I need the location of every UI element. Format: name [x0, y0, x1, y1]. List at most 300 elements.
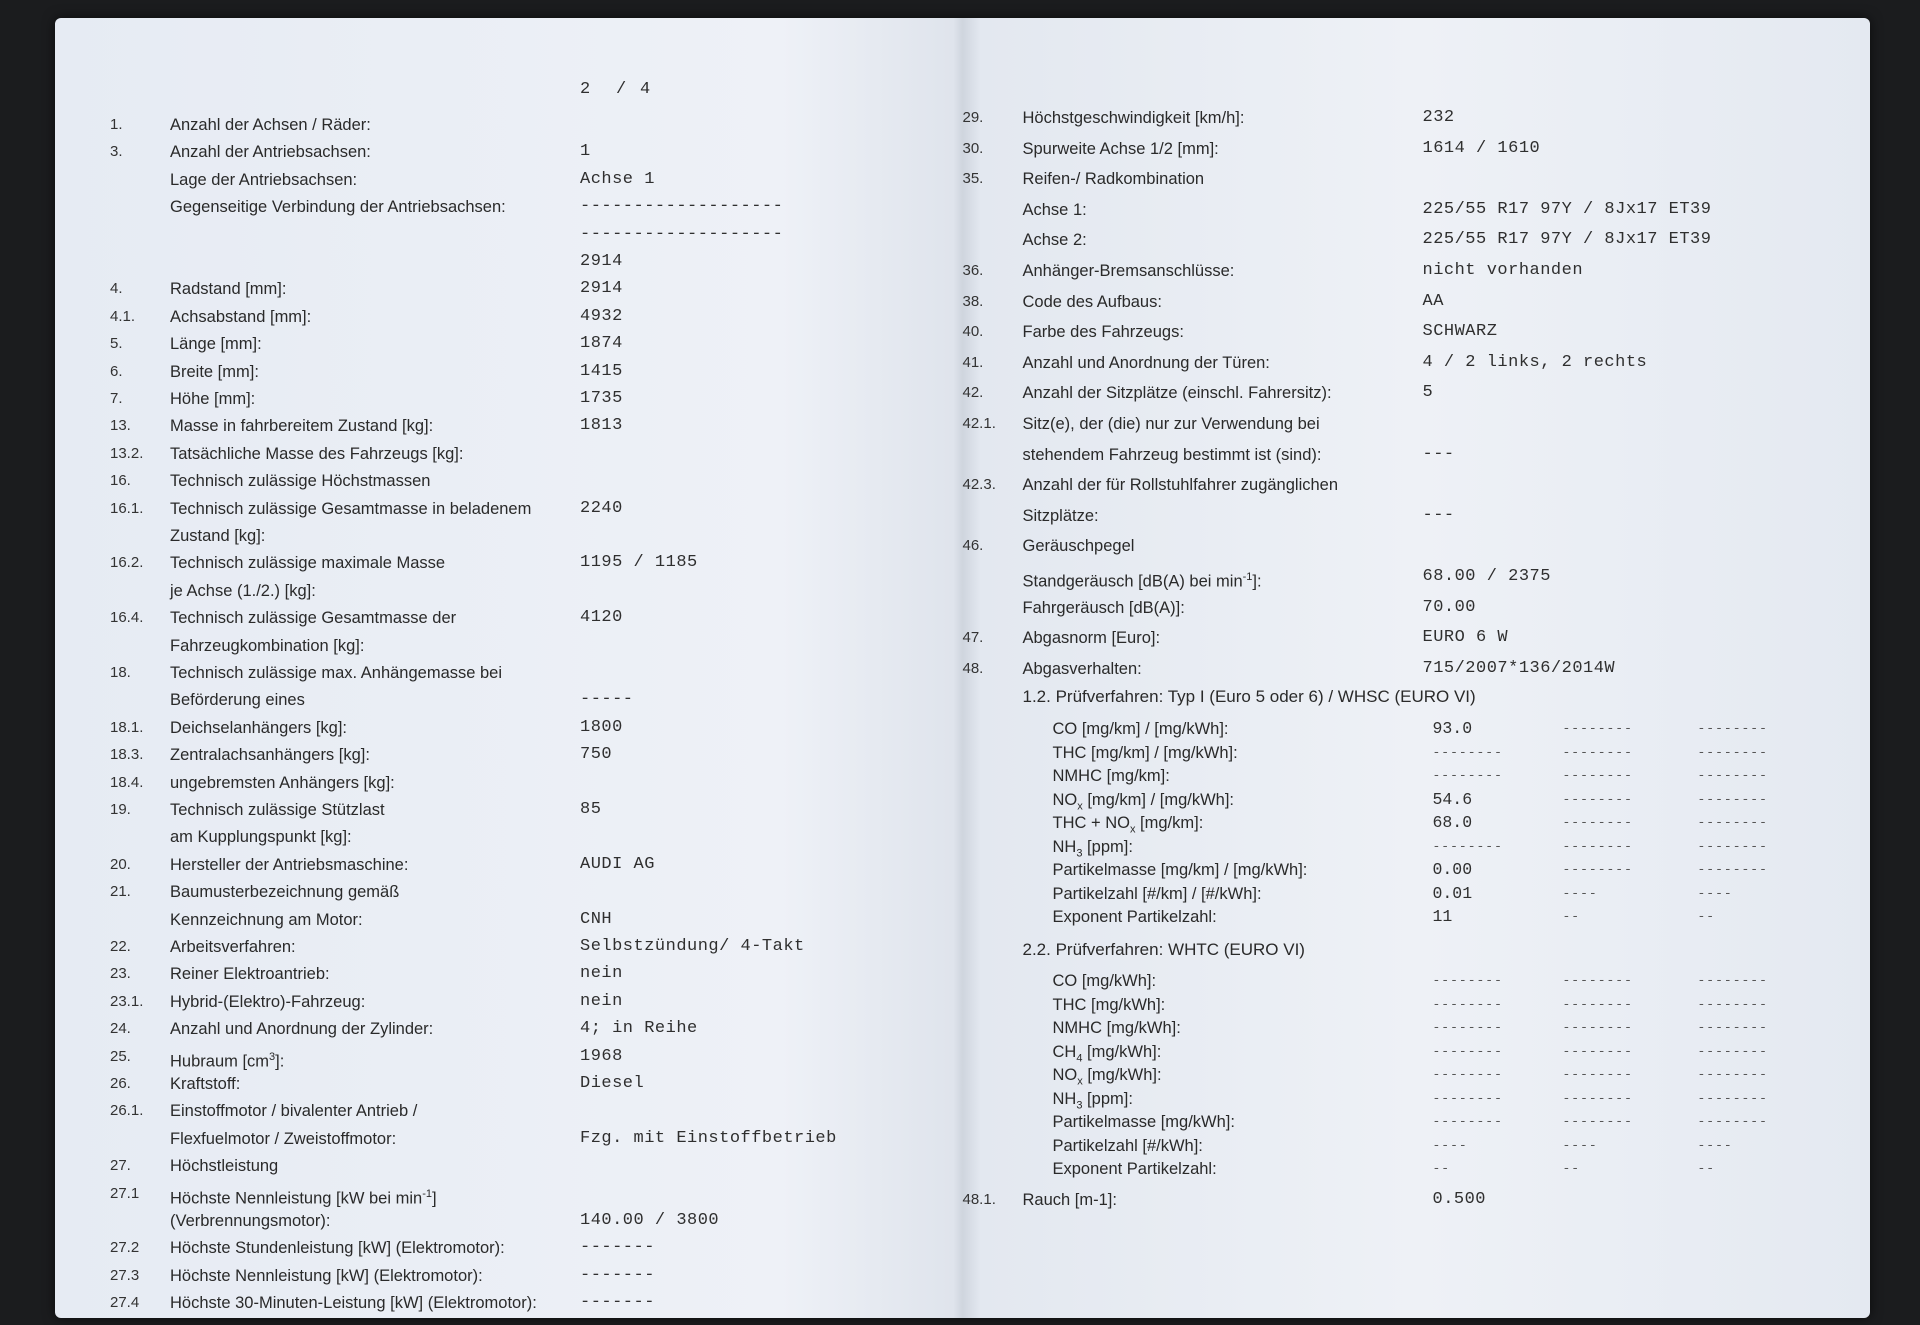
right-item-row — [963, 320, 1843, 344]
emission-value-v1: 68.0 — [1432, 813, 1473, 832]
emission-value-v3: ---- — [1697, 885, 1733, 901]
item-value: --- — [1422, 505, 1455, 525]
label-end: [mg/kWh]: — [1082, 1042, 1162, 1061]
item-value: 750 — [580, 745, 613, 765]
label-text: ungebremsten Anhängers [kg]: — [170, 773, 395, 792]
item-number: 19. — [110, 801, 131, 818]
smoke-label: Rauch [m-1]: — [1022, 1191, 1117, 1209]
item-label — [170, 798, 385, 822]
right-item-row — [963, 534, 1843, 558]
item-number: 6. — [110, 362, 123, 380]
item-number: 27. — [110, 1157, 131, 1175]
left-item-row — [110, 332, 960, 356]
item-number: 48. — [962, 659, 984, 677]
label-text: Anhänger-Bremsanschlüsse: — [1022, 262, 1235, 280]
label-text: Technisch zulässige Gesamtmasse der — [170, 609, 457, 628]
item-label — [170, 688, 305, 712]
label-text: NMHC [mg/kWh]: — [1052, 1019, 1181, 1037]
label-text: Höchstleistung — [170, 1157, 279, 1176]
item-number: 18.4. — [110, 773, 144, 791]
emission-value-v1: -------- — [1432, 1043, 1503, 1059]
item-number: 16.4. — [110, 609, 144, 627]
item-label — [170, 908, 363, 932]
right-item-row — [963, 504, 1843, 528]
right-item-row — [963, 473, 1843, 497]
emission-row — [1053, 836, 1843, 858]
item-label — [170, 360, 259, 384]
section-1-2-title: 1.2. Prüfverfahren: Typ I (Euro 5 oder 6) / WHSC (EURO VI) — [1022, 687, 1476, 706]
emission-value-v3: -------- — [1697, 996, 1768, 1012]
item-label — [170, 1182, 437, 1211]
item-value: Selbstzündung/ 4-Takt — [580, 937, 805, 956]
item-value: ------- — [580, 1238, 655, 1258]
label-text: Technisch zulässige maximale Masse — [170, 554, 446, 573]
item-value: ----- — [580, 690, 634, 710]
label-text: Radstand [mm]: — [170, 280, 287, 299]
emission-row — [1053, 1111, 1843, 1133]
item-number: 27.1 — [110, 1184, 140, 1202]
item-number: 40. — [962, 323, 984, 341]
item-label — [170, 277, 286, 301]
label-subscript: 3 — [1076, 846, 1083, 859]
label-text: Zentralachsanhängers [kg]: — [170, 746, 370, 765]
item-label — [170, 1154, 278, 1178]
item-value: 70.00 — [1422, 597, 1477, 617]
emission-value-v1: -------- — [1432, 744, 1503, 760]
left-item-row — [110, 497, 960, 521]
emission-row — [1053, 994, 1843, 1016]
item-number: 16.2. — [110, 554, 144, 572]
item-label — [170, 1291, 537, 1315]
emission-value-v3: -------- — [1697, 862, 1768, 877]
emission-row — [1053, 742, 1843, 764]
left-item-row — [110, 113, 960, 137]
left-item-row — [110, 880, 960, 904]
emission-value-v2: -------- — [1562, 791, 1633, 807]
label-end: [ppm]: — [1082, 1089, 1133, 1108]
right-item-row — [963, 412, 1843, 436]
item-value: 2914 — [580, 252, 623, 271]
item-number: 18.1. — [110, 718, 144, 736]
label-superscript: 3 — [269, 1050, 276, 1063]
item-value: 715/2007*136/2014W — [1422, 658, 1616, 678]
label-text: CO [mg/kWh]: — [1052, 972, 1157, 990]
item-label — [170, 1045, 284, 1074]
emission-value-v1: -------- — [1432, 1020, 1503, 1035]
label-text: Höhe [mm]: — [170, 390, 256, 408]
label-text: Tatsächliche Masse des Fahrzeugs [kg]: — [170, 444, 464, 463]
emission-value-v1: ---- — [1432, 1137, 1468, 1153]
label-text: Achsabstand [mm]: — [170, 307, 312, 326]
item-number: 47. — [962, 629, 984, 647]
label-end: [ppm]: — [1082, 837, 1133, 856]
right-item-row — [963, 167, 1843, 191]
left-item-row — [110, 277, 960, 301]
item-number: 46. — [962, 537, 984, 555]
emission-row — [1053, 1017, 1843, 1039]
emission-label — [1053, 742, 1238, 764]
left-item-row — [110, 469, 960, 493]
item-value: 1735 — [580, 389, 623, 408]
item-label — [1023, 412, 1320, 436]
item-label — [170, 168, 357, 192]
item-value: ------------------- — [580, 197, 784, 217]
item-number: 26. — [110, 1075, 131, 1092]
item-label — [170, 579, 316, 603]
label-text: NH — [1052, 837, 1077, 856]
item-number: 35. — [962, 170, 984, 188]
label-text: Exponent Partikelzahl: — [1052, 1160, 1217, 1178]
left-item-row — [110, 853, 960, 877]
emission-value-v2: -------- — [1562, 862, 1633, 877]
item-label — [1023, 137, 1219, 161]
emission-value-v2: -------- — [1562, 721, 1633, 736]
emission-label — [1053, 1158, 1217, 1180]
label-text: Anzahl und Anordnung der Türen: — [1022, 353, 1270, 372]
label-text: Technisch zulässige max. Anhängemasse bei — [170, 664, 503, 682]
item-value: 140.00 / 3800 — [580, 1211, 720, 1230]
label-text: Höchste Stundenleistung [kW] (Elektromotor): — [170, 1239, 505, 1258]
left-item-row — [110, 771, 960, 795]
item-value: nein — [580, 991, 623, 1011]
left-item-row — [110, 387, 960, 411]
right-item-row — [963, 657, 1843, 681]
left-item-row — [110, 579, 960, 603]
item-value: Diesel — [580, 1074, 645, 1093]
right-item-row — [963, 351, 1843, 375]
item-value: EURO 6 W — [1422, 628, 1509, 648]
left-item-row — [110, 223, 960, 247]
left-item-row — [110, 688, 960, 712]
item-label — [170, 140, 371, 164]
right-item-row — [963, 259, 1843, 283]
item-number: 13.2. — [110, 444, 144, 462]
label-text: NO — [1052, 790, 1078, 809]
item-label — [170, 661, 502, 685]
item-number: 42. — [962, 384, 984, 402]
label-text: Anzahl und Anordnung der Zylinder: — [170, 1020, 434, 1039]
item-value: 1195 / 1185 — [580, 553, 698, 573]
label-text: Länge [mm]: — [170, 335, 262, 354]
label-text: (Verbrennungsmotor): — [170, 1212, 331, 1230]
smoke-value: 0.500 — [1432, 1190, 1487, 1209]
emission-value-v2: -- — [1562, 1161, 1581, 1176]
label-end: ]: — [1252, 572, 1262, 591]
left-item-row — [110, 798, 960, 822]
item-label — [170, 469, 430, 493]
emission-value-v2: -------- — [1562, 1114, 1633, 1129]
emission-value-v2: -------- — [1562, 1090, 1633, 1106]
item-label — [1023, 351, 1270, 375]
emission-value-v3: ---- — [1697, 1137, 1733, 1153]
label-subscript: x — [1077, 1075, 1083, 1088]
emission-value-v1: 54.6 — [1432, 789, 1473, 809]
emission-row — [1053, 1041, 1843, 1063]
emission-value-v1: -------- — [1432, 1090, 1503, 1106]
emission-value-v1: 0.00 — [1432, 860, 1473, 879]
label-text: Technisch zulässige Stützlast — [170, 801, 385, 819]
item-value: nein — [580, 964, 623, 984]
item-value: 1 — [580, 142, 591, 162]
emission-value-v3: -------- — [1697, 973, 1768, 988]
label-text: Abgasverhalten: — [1022, 659, 1142, 678]
emission-value-v3: -------- — [1697, 1043, 1768, 1059]
item-label — [170, 716, 347, 740]
item-label — [1023, 534, 1135, 558]
left-item-row — [110, 990, 960, 1014]
item-value: 85 — [580, 800, 602, 819]
item-value: 4932 — [580, 306, 623, 326]
label-text: Technisch zulässige Gesamtmasse in beladenem — [170, 499, 532, 518]
emission-label — [1053, 906, 1217, 928]
item-value: ------- — [580, 1293, 655, 1313]
emission-value-v2: -------- — [1562, 768, 1633, 783]
label-text: Reifen-/ Radkombination — [1022, 170, 1205, 189]
item-number: 13. — [110, 417, 131, 435]
label-text: Achse 2: — [1022, 231, 1087, 250]
item-value: Fzg. mit Einstoffbetrieb — [580, 1128, 837, 1148]
label-end: ] — [431, 1189, 437, 1208]
item-number: 3. — [110, 143, 123, 161]
item-label — [170, 606, 456, 630]
item-number: 27.4 — [110, 1294, 140, 1312]
header-slash: / — [616, 80, 627, 99]
emission-value-v3: -------- — [1697, 1090, 1768, 1106]
emission-value-v2: -- — [1562, 909, 1581, 924]
label-text: Arbeitsverfahren: — [170, 938, 296, 956]
item-value: SCHWARZ — [1422, 322, 1498, 342]
item-label — [1023, 381, 1332, 405]
item-label — [170, 387, 255, 411]
label-text: Anzahl der Sitzplätze (einschl. Fahrersitz): — [1022, 384, 1332, 403]
emission-row — [1053, 1064, 1843, 1086]
left-item-row — [110, 606, 960, 630]
label-text: Beförderung eines — [170, 691, 305, 710]
item-label — [1023, 228, 1087, 252]
emission-value-v3: -------- — [1697, 768, 1768, 783]
left-item-row — [110, 1236, 960, 1260]
right-item-row — [963, 443, 1843, 467]
label-text: NMHC [mg/km]: — [1052, 767, 1170, 785]
item-label — [170, 825, 352, 849]
emission-value-v3: -- — [1697, 909, 1716, 924]
label-text: Kraftstoff: — [170, 1075, 241, 1093]
emission-label — [1053, 994, 1166, 1016]
label-text: Exponent Partikelzahl: — [1052, 908, 1217, 926]
item-number: 25. — [110, 1047, 131, 1065]
emission-label — [1053, 859, 1308, 881]
item-label — [170, 935, 296, 959]
item-value: 1415 — [580, 361, 623, 381]
label-text: Spurweite Achse 1/2 [mm]: — [1022, 139, 1219, 158]
item-value: ------------------- — [580, 224, 784, 244]
emission-value-v3: -------- — [1697, 744, 1768, 760]
item-value: 1968 — [580, 1046, 623, 1066]
label-text: Hubraum [cm — [170, 1052, 270, 1071]
item-value: 4120 — [580, 608, 623, 628]
item-label — [170, 1264, 483, 1288]
label-text: Partikelzahl [#/kWh]: — [1052, 1136, 1203, 1155]
emission-value-v2: ---- — [1562, 885, 1598, 901]
left-item-row — [110, 305, 960, 329]
emission-value-v1: -------- — [1432, 838, 1503, 854]
item-label — [1023, 596, 1185, 620]
item-label — [170, 497, 531, 521]
label-text: Partikelmasse [mg/km] / [mg/kWh]: — [1052, 861, 1308, 879]
right-page — [963, 18, 1871, 1318]
item-label — [170, 1209, 331, 1233]
emission-label — [1053, 883, 1262, 905]
item-label — [170, 1072, 240, 1096]
smoke-num: 48.1. — [962, 1191, 996, 1208]
left-item-row — [110, 414, 960, 438]
item-number: 21. — [110, 883, 131, 901]
emission-row — [1053, 718, 1843, 740]
label-text: Standgeräusch [dB(A) bei min — [1022, 572, 1243, 591]
label-end: [mg/km]: — [1135, 814, 1204, 832]
left-item-row — [110, 825, 960, 849]
item-label — [170, 962, 330, 986]
right-item-row — [963, 381, 1843, 405]
label-text: CO [mg/km] / [mg/kWh]: — [1052, 720, 1229, 738]
item-label — [170, 1017, 433, 1041]
left-item-row — [110, 908, 960, 932]
label-text: Deichselanhängers [kg]: — [170, 718, 348, 737]
item-label — [1023, 443, 1322, 467]
label-text: Abgasnorm [Euro]: — [1022, 629, 1161, 648]
item-number: 38. — [962, 292, 984, 310]
header-wheels: 4 — [640, 80, 651, 99]
emission-value-v3: -- — [1697, 1161, 1716, 1176]
item-value: 5 — [1422, 383, 1434, 403]
emission-row — [1053, 970, 1843, 992]
emission-value-v3: -------- — [1697, 1020, 1768, 1035]
section-2-2-title: 2.2. Prüfverfahren: WHTC (EURO VI) — [1022, 940, 1305, 959]
emission-value-v1: -------- — [1432, 973, 1503, 988]
right-item-row — [963, 290, 1843, 314]
right-item-row — [963, 228, 1843, 252]
label-end: [mg/km] / [mg/kWh]: — [1082, 790, 1235, 809]
item-value: Achse 1 — [580, 169, 655, 189]
item-value: 2240 — [580, 498, 623, 518]
item-number: 16. — [110, 472, 131, 490]
item-label — [170, 1099, 417, 1123]
emission-value-v3: -------- — [1697, 838, 1768, 854]
label-superscript: -1 — [422, 1187, 432, 1200]
left-item-row — [110, 1017, 960, 1041]
item-label — [170, 195, 506, 219]
emission-value-v2: -------- — [1562, 1043, 1633, 1059]
item-number: 26.1. — [110, 1102, 144, 1120]
label-text: NH — [1052, 1089, 1077, 1108]
label-text: je Achse (1./2.) [kg]: — [170, 581, 316, 600]
label-text: Flexfuelmotor / Zweistoffmotor: — [170, 1129, 397, 1148]
item-label — [170, 305, 311, 329]
item-number: 27.2 — [110, 1239, 140, 1257]
label-text: Partikelzahl [#/km] / [#/kWh]: — [1052, 884, 1262, 903]
item-number: 36. — [962, 262, 984, 279]
emission-value-v3: -------- — [1697, 791, 1768, 807]
label-text: CH — [1052, 1042, 1077, 1061]
label-text: Hersteller der Antriebsmaschine: — [170, 855, 409, 874]
emission-row — [1053, 859, 1843, 881]
label-subscript: x — [1077, 799, 1083, 812]
emission-value-v1: -------- — [1432, 1114, 1503, 1129]
item-label — [170, 442, 463, 466]
item-number: 18. — [110, 664, 131, 681]
label-text: Hybrid-(Elektro)-Fahrzeug: — [170, 992, 366, 1011]
emission-value-v2: ---- — [1562, 1137, 1598, 1153]
label-text: Gegenseitige Verbindung der Antriebsachsen: — [170, 198, 506, 217]
right-item-row — [963, 596, 1843, 620]
item-number: 29. — [962, 109, 984, 126]
item-label — [170, 990, 365, 1014]
item-label — [170, 1236, 505, 1260]
emission-value-v1: 11 — [1432, 907, 1453, 926]
emission-value-v1: -------- — [1432, 996, 1503, 1012]
item-value: 1800 — [580, 717, 623, 737]
item-number: 4. — [110, 280, 123, 298]
label-text: THC + NO — [1052, 814, 1130, 832]
item-number: 27.3 — [110, 1266, 140, 1284]
left-item-row — [110, 716, 960, 740]
right-item-row — [963, 198, 1843, 222]
left-item-row — [110, 1291, 960, 1315]
label-text: Anzahl der Antriebsachsen: — [170, 143, 371, 162]
emission-value-v3: -------- — [1697, 815, 1768, 830]
item-label — [170, 1127, 396, 1151]
left-item-row — [110, 743, 960, 767]
left-item-row — [110, 140, 960, 164]
left-item-row — [110, 551, 960, 575]
item-value: 1813 — [580, 416, 623, 436]
item-value: 2914 — [580, 279, 623, 299]
registration-document — [55, 18, 1870, 1318]
item-label — [170, 743, 370, 767]
left-item-row — [110, 250, 960, 274]
emission-label — [1053, 765, 1170, 787]
label-text: Anzahl der Achsen / Räder: — [170, 116, 371, 134]
emission-value-v2: -------- — [1562, 838, 1633, 854]
item-label — [1023, 106, 1245, 130]
emission-value-v2: -------- — [1562, 1067, 1633, 1082]
label-text: NO — [1052, 1066, 1078, 1084]
item-label — [170, 880, 399, 904]
emission-row — [1053, 883, 1843, 905]
item-number: 20. — [110, 855, 131, 873]
label-text: THC [mg/kWh]: — [1052, 995, 1166, 1014]
right-item-row — [963, 137, 1843, 161]
item-value: AUDI AG — [580, 854, 655, 874]
left-item-row — [110, 634, 960, 658]
item-number: 23. — [110, 965, 131, 983]
left-item-row — [110, 168, 960, 192]
label-text: Partikelmasse [mg/kWh]: — [1052, 1113, 1235, 1131]
right-item-row — [963, 565, 1843, 589]
left-item-row — [110, 195, 960, 219]
item-label — [170, 771, 395, 795]
item-number: 42.3. — [962, 476, 996, 494]
item-value: nicht vorhanden — [1422, 261, 1584, 280]
label-text: Masse in fahrbereitem Zustand [kg]: — [170, 417, 434, 436]
item-label — [1023, 198, 1087, 222]
item-label — [1023, 320, 1184, 344]
item-label — [170, 524, 265, 548]
item-number: 16.1. — [110, 499, 144, 517]
emission-row — [1053, 1158, 1843, 1180]
emission-value-v3: -------- — [1697, 721, 1768, 736]
left-item-row — [110, 1127, 960, 1151]
